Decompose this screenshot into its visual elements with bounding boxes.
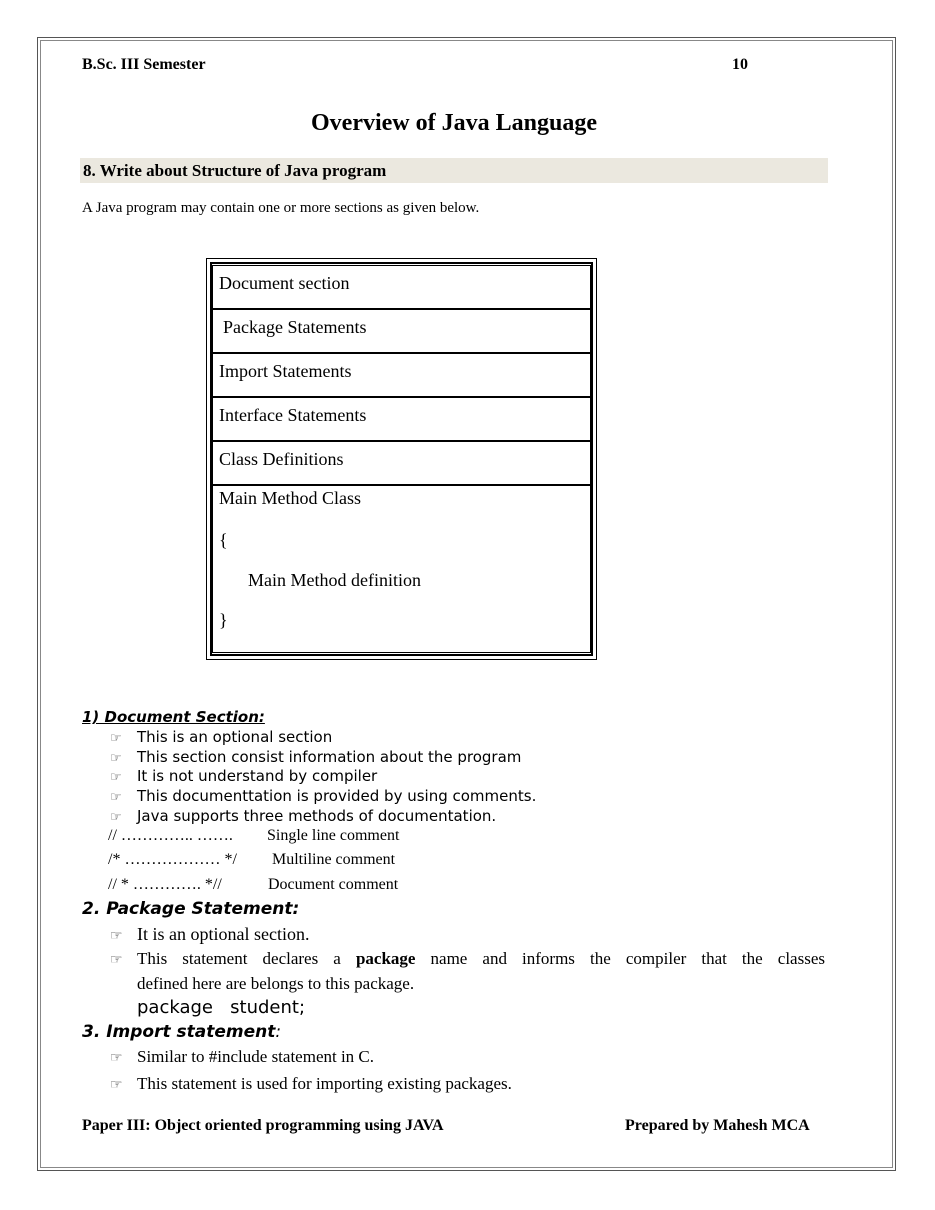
pointing-hand-icon: ☞ [110, 770, 122, 786]
comment-desc: Single line comment [267, 827, 400, 844]
list-item [110, 807, 536, 827]
section2-bullet-2-line-1 [137, 949, 825, 969]
cell-document-section-label: Document section [219, 273, 350, 293]
keyword-package: package [355, 949, 416, 968]
open-brace: { [219, 530, 228, 550]
pointing-hand-icon: ☞ [110, 929, 123, 944]
pointing-hand-icon: ☞ [110, 790, 122, 806]
comment-syntax: /* ……………… */ [108, 851, 237, 868]
section3-bullet-2-text: This statement is used for importing existing packages. [137, 1074, 512, 1093]
list-item-text: This is an optional section [137, 728, 333, 746]
comment-syntax: // ………….. ……. [108, 827, 233, 844]
pointing-hand-icon: ☞ [110, 731, 122, 746]
cell-import-statements [212, 353, 591, 397]
section1-bullets [110, 728, 536, 826]
pointing-hand-icon: ☞ [110, 809, 122, 825]
section3-heading [82, 1022, 281, 1042]
list-item [110, 767, 536, 787]
text-segment: name and informs the compiler that the classes [415, 949, 825, 968]
page-title: Overview of Java Language [311, 110, 597, 136]
section2-bullet-2-line-2: defined here are belongs to this package. [137, 974, 415, 993]
cell-interface-statements-label: Interface Statements [219, 405, 367, 425]
section3-bullet-2 [110, 1074, 512, 1094]
list-item-text: This section consist information about the program [137, 747, 522, 766]
footer-paper-title: Paper III: Object oriented programming using JAVA [82, 1117, 444, 1134]
section2-heading: 2. Package Statement: [82, 899, 300, 919]
question-heading: 8. Write about Structure of Java program [80, 158, 828, 183]
section2-bullet-1-text: It is an optional section. [137, 924, 310, 944]
section2-bullet-1 [110, 924, 309, 945]
list-item [110, 748, 536, 768]
section2-bullet-2-marker [110, 949, 137, 969]
header-page-number: 10 [732, 56, 748, 73]
intro-text: A Java program may contain one or more sections as given below. [82, 200, 480, 216]
section3-bullet-1 [110, 1047, 374, 1067]
comment-document [108, 876, 398, 894]
cell-package-statements-label: Package Statements [223, 317, 367, 337]
header-semester: B.Sc. III Semester [82, 56, 206, 73]
pointing-hand-icon: ☞ [110, 1051, 123, 1066]
pointing-hand-icon: ☞ [110, 953, 123, 968]
list-item-text: Java supports three methods of documentation. [137, 806, 497, 825]
list-item [110, 728, 536, 748]
text-segment: This statement declares a [137, 949, 356, 968]
footer-author: Prepared by Mahesh MCA [625, 1117, 810, 1134]
section3-heading-text: 3. Import statement [82, 1022, 276, 1042]
comment-desc: Multiline comment [272, 851, 396, 868]
cell-import-statements-label: Import Statements [219, 361, 352, 381]
close-brace: } [219, 610, 228, 630]
list-item [110, 787, 536, 807]
main-method-definition: Main Method definition [248, 570, 421, 590]
comment-single-line [108, 827, 399, 845]
cell-package-statements [212, 309, 591, 353]
section3-bullet-1-text: Similar to #include statement in C. [137, 1047, 375, 1066]
section1-heading: 1) Document Section: [82, 708, 265, 726]
cell-main-method-class-label: Main Method Class [219, 488, 361, 508]
comment-desc: Document comment [268, 876, 399, 893]
cell-document-section [212, 265, 591, 309]
section3-heading-colon: : [275, 1022, 282, 1042]
cell-main-method-class [212, 485, 591, 653]
section2-code: package student; [137, 997, 306, 1018]
comment-multi-line [108, 851, 395, 869]
comment-syntax: // * …………. *// [108, 876, 222, 893]
pointing-hand-icon: ☞ [110, 1078, 123, 1093]
cell-class-definitions-label: Class Definitions [219, 449, 344, 469]
cell-class-definitions [212, 441, 591, 485]
pointing-hand-icon: ☞ [110, 750, 122, 766]
cell-interface-statements [212, 397, 591, 441]
list-item-text: It is not understand by compiler [137, 767, 378, 786]
list-item-text: This documenttation is provided by using comments. [137, 787, 537, 806]
